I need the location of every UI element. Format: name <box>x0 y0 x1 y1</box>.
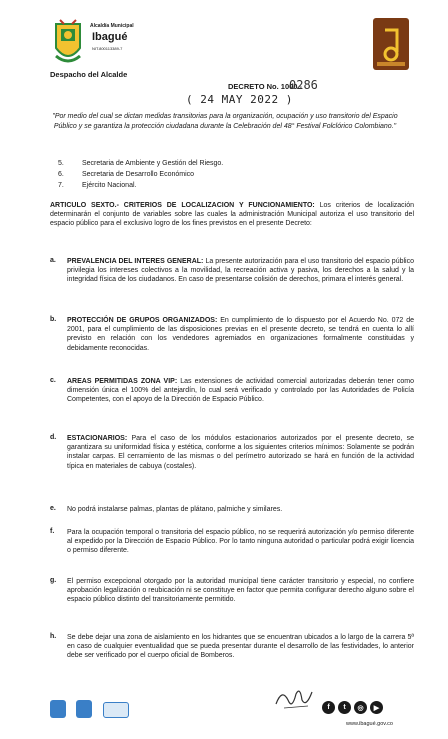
city-name: Ibagué <box>92 31 128 43</box>
item-text: El permiso excepcional otorgado por la autoridad municipal tiene carácter transitorio y especial, no confiere aprobación legalización o reubicación ni se constituye en factor que permita configurar derecho alguno sobre el espacio público distinto del transitoriamente permitido. <box>67 578 414 604</box>
alcaldia-label: Alcaldía Municipal <box>90 23 134 29</box>
list-item: Secretaria de Desarrollo Económico <box>82 171 195 178</box>
item-b <box>67 316 414 353</box>
nit-label: NIT.800113389-7 <box>92 46 123 51</box>
item-text: Las extensiones de actividad comercial autorizadas deberán tener como dimensión única el 100% del antejardín, lo cual será verificado y controlado por las Autoridades de Policía Competentes, con el apoyo de la Dirección de Espacio Público. <box>67 378 414 404</box>
item-heading: AREAS PERMITIDAS ZONA VIP: <box>67 378 178 385</box>
article-text: Los criterios de localización determinarán el conjunto de variables sobre las cuales la administración Municipal autoriza el uso transitorio del espacio público para el exclusivo logro de los fines previstos en el presente Decreto: <box>50 202 414 228</box>
article-heading: ARTICULO SEXTO.- CRITERIOS DE LOCALIZACION Y FUNCIONAMIENTO: <box>50 202 315 209</box>
item-letter: h. <box>50 633 57 640</box>
iqnet-logo <box>103 702 129 718</box>
festival-logo <box>373 18 409 70</box>
document-title: "Por medio del cual se dictan medidas transitorias para la organización, ocupación y uso transitorio del Espacio Público y se garantiza la protección ciudadana durante la Celebración del 48° Festival Folclórico Colombiano." <box>52 113 398 130</box>
decreto-date-stamp: ( 24 MAY 2022 ) <box>186 93 293 106</box>
item-letter: b. <box>50 316 57 323</box>
item-f <box>67 528 414 556</box>
list-item: Ejército Nacional. <box>82 182 137 189</box>
website-link[interactable]: www.ibagué.gov.co <box>346 721 393 727</box>
decreto-number: 0286 <box>289 78 318 92</box>
facebook-icon[interactable]: f <box>322 701 335 714</box>
list-number: 7. <box>58 182 64 189</box>
item-text: Para la ocupación temporal o transitoria del espacio público, no se requerirá autorización y/o permiso diferente al expedido por la Dirección de Espacio Público. Por lo tanto ninguna autoridad o particular podrá exigir licencia o permiso diferente. <box>67 529 414 555</box>
item-e <box>67 505 414 514</box>
item-heading: ESTACIONARIOS: <box>67 435 128 442</box>
list-item: Secretaria de Ambiente y Gestión del Riesgo. <box>82 160 224 167</box>
item-letter: g. <box>50 577 57 584</box>
despacho-label: Despacho del Alcalde <box>50 70 128 79</box>
decreto-label: DECRETO No. 1000 - <box>228 82 303 91</box>
certification-logos <box>50 700 134 723</box>
item-text: Se debe dejar una zona de aislamiento en los hidrantes que se encuentran ubicados a lo largo de la carrera 5ª en caso de cualquier eventualidad que se pueda presentar durante el desarrollo de las festividades, lo anterior debe ser verificado por el cuerpo oficial de Bomberos. <box>67 634 414 660</box>
youtube-icon[interactable]: ▶ <box>370 701 383 714</box>
item-heading: PROTECCIÓN DE GRUPOS ORGANIZADOS: <box>67 317 218 324</box>
item-letter: e. <box>50 505 56 512</box>
item-text: Para el caso de los módulos estacionarios autorizados por el presente decreto, se garantizara su uniformidad física y estética, conforme a los siguientes criterios mínimos: Solamente se podrán instalar carpas. El cerramiento de las mismas o del perímetro autorizado se hará en función de la actividad típica en materiales de cabuya (costales). <box>67 435 414 470</box>
item-text: En cumplimiento de lo dispuesto por el Acuerdo No. 072 de 2001, para el cumplimiento de las disposiciones previas en el presente decreto, se tendrá en cuenta lo allí previsto en relación con los vendedores agremiados en organizaciones formalmente constituidas y debidamente reconocidas. <box>67 317 414 352</box>
list-number: 5. <box>58 160 64 167</box>
item-h <box>67 633 414 661</box>
item-letter: d. <box>50 434 57 441</box>
item-heading: PREVALENCIA DEL INTERES GENERAL: <box>67 258 204 265</box>
item-text: La presente autorización para el uso transitorio del espacio público privilegia los intereses colectivos a la movilidad, la recreación activa y pasiva, los derechos a la salud y la integridad física de los ciudadanos. En caso de presentarse colisión de derechos, primara el interés general. <box>67 258 414 284</box>
signature <box>272 684 316 712</box>
item-c <box>67 377 414 405</box>
instagram-icon[interactable]: ◎ <box>354 701 367 714</box>
item-g <box>67 577 414 605</box>
item-d <box>67 434 414 471</box>
item-letter: a. <box>50 257 56 264</box>
twitter-icon[interactable]: t <box>338 701 351 714</box>
list-number: 6. <box>58 171 64 178</box>
item-letter: f. <box>50 528 55 535</box>
item-letter: c. <box>50 377 56 384</box>
article-sixth <box>50 201 414 229</box>
item-a <box>67 257 414 285</box>
certification-logo <box>50 700 66 718</box>
alcaldia-crest-logo <box>52 18 84 68</box>
social-icons <box>322 701 383 714</box>
item-text: No podrá instalarse palmas, plantas de plátano, palmiche y similares. <box>67 506 283 513</box>
certification-logo <box>76 700 92 718</box>
